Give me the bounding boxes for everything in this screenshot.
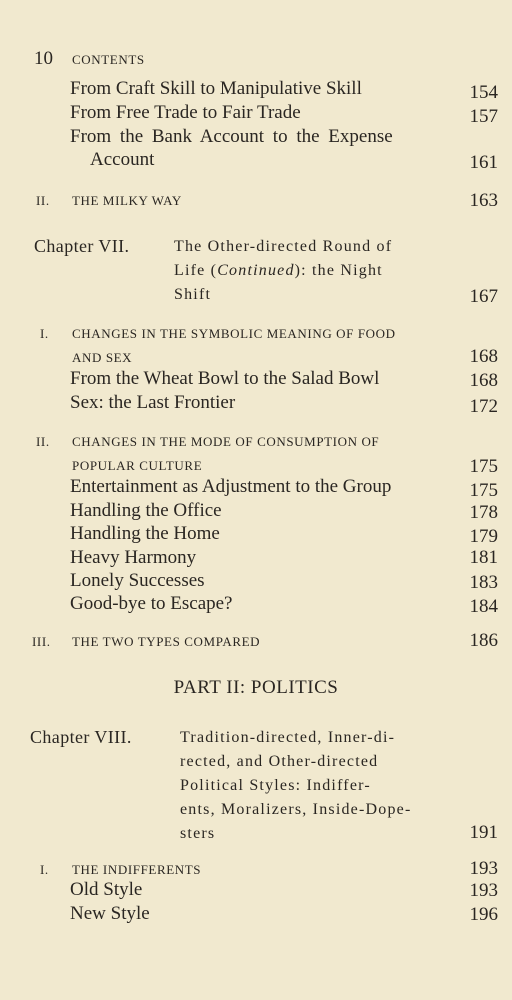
toc-entry-title: From the Bank Account to the Expense — [70, 126, 393, 147]
toc-entry-page: 168 — [469, 370, 498, 391]
section-number: II. — [36, 434, 50, 449]
toc-entry-title: Good-bye to Escape? — [70, 593, 233, 614]
section-heading: THE MILKY WAY — [72, 193, 182, 208]
section-page: 168 — [469, 346, 498, 367]
toc-entry-title: Heavy Harmony — [70, 547, 197, 568]
section-heading: CHANGES IN THE SYMBOLIC MEANING OF FOOD — [72, 326, 396, 341]
section-heading: THE TWO TYPES COMPARED — [72, 634, 261, 649]
toc-entry-page: 196 — [469, 904, 498, 925]
section-number: I. — [40, 326, 49, 341]
section-page: 186 — [469, 630, 498, 651]
toc-entry-title: Entertainment as Adjustment to the Group — [70, 476, 392, 497]
toc-entry-title: New Style — [70, 903, 150, 924]
chapter-title: Tradition-directed, Inner-di- — [180, 729, 396, 746]
toc-entry-title: From the Wheat Bowl to the Salad Bowl — [70, 368, 380, 389]
toc-entry-title: From Free Trade to Fair Trade — [70, 102, 301, 123]
chapter-title: Shift — [174, 286, 212, 303]
chapter-page: 191 — [469, 822, 498, 843]
toc-entry-page: 183 — [469, 572, 498, 593]
section-page: 175 — [469, 456, 498, 477]
toc-entry-page: 161 — [469, 152, 498, 173]
section-heading: AND SEX — [72, 350, 133, 365]
toc-entry-page: 175 — [469, 480, 498, 501]
section-heading: THE INDIFFERENTS — [72, 862, 202, 877]
section-page: 193 — [469, 858, 498, 879]
chapter-title: Life (Continued): the Night — [174, 262, 383, 279]
toc-entry-title: Handling the Home — [70, 523, 220, 544]
toc-entry-page: 154 — [469, 82, 498, 103]
toc-entry-page: 181 — [469, 547, 498, 568]
page-number: 10 — [34, 48, 53, 69]
chapter-label: Chapter VII. — [34, 236, 130, 256]
toc-entry-title: Handling the Office — [70, 500, 222, 521]
toc-entry-page: 157 — [469, 106, 498, 127]
chapter-title: sters — [180, 825, 216, 842]
toc-entry-page: 184 — [469, 596, 498, 617]
toc-entry-title: Sex: the Last Frontier — [70, 392, 236, 413]
section-number: I. — [40, 862, 49, 877]
chapter-title: ents, Moralizers, Inside-Dope- — [180, 801, 412, 818]
chapter-page: 167 — [469, 286, 498, 307]
toc-entry-title: From Craft Skill to Manipulative Skill — [70, 78, 362, 99]
toc-entry-title-cont: Account — [90, 149, 155, 170]
toc-entry-title: Lonely Successes — [70, 570, 205, 591]
toc-entry-page: 193 — [469, 880, 498, 901]
part-title: PART II: POLITICS — [173, 677, 339, 698]
chapter-title: Political Styles: Indiffer- — [180, 777, 371, 794]
toc-entry-page: 172 — [469, 396, 498, 417]
chapter-title: The Other-directed Round of — [174, 238, 393, 255]
section-number: II. — [36, 193, 50, 208]
chapter-title: rected, and Other-directed — [180, 753, 379, 770]
toc-entry-page: 179 — [469, 526, 498, 547]
toc-entry-title: Old Style — [70, 879, 143, 900]
section-page: 163 — [469, 190, 498, 211]
section-heading: POPULAR CULTURE — [72, 458, 203, 473]
chapter-label: Chapter VIII. — [30, 727, 132, 747]
running-head: CONTENTS — [72, 52, 145, 67]
section-number: III. — [32, 634, 51, 649]
toc-entry-page: 178 — [469, 502, 498, 523]
section-heading: CHANGES IN THE MODE OF CONSUMPTION OF — [72, 434, 380, 449]
